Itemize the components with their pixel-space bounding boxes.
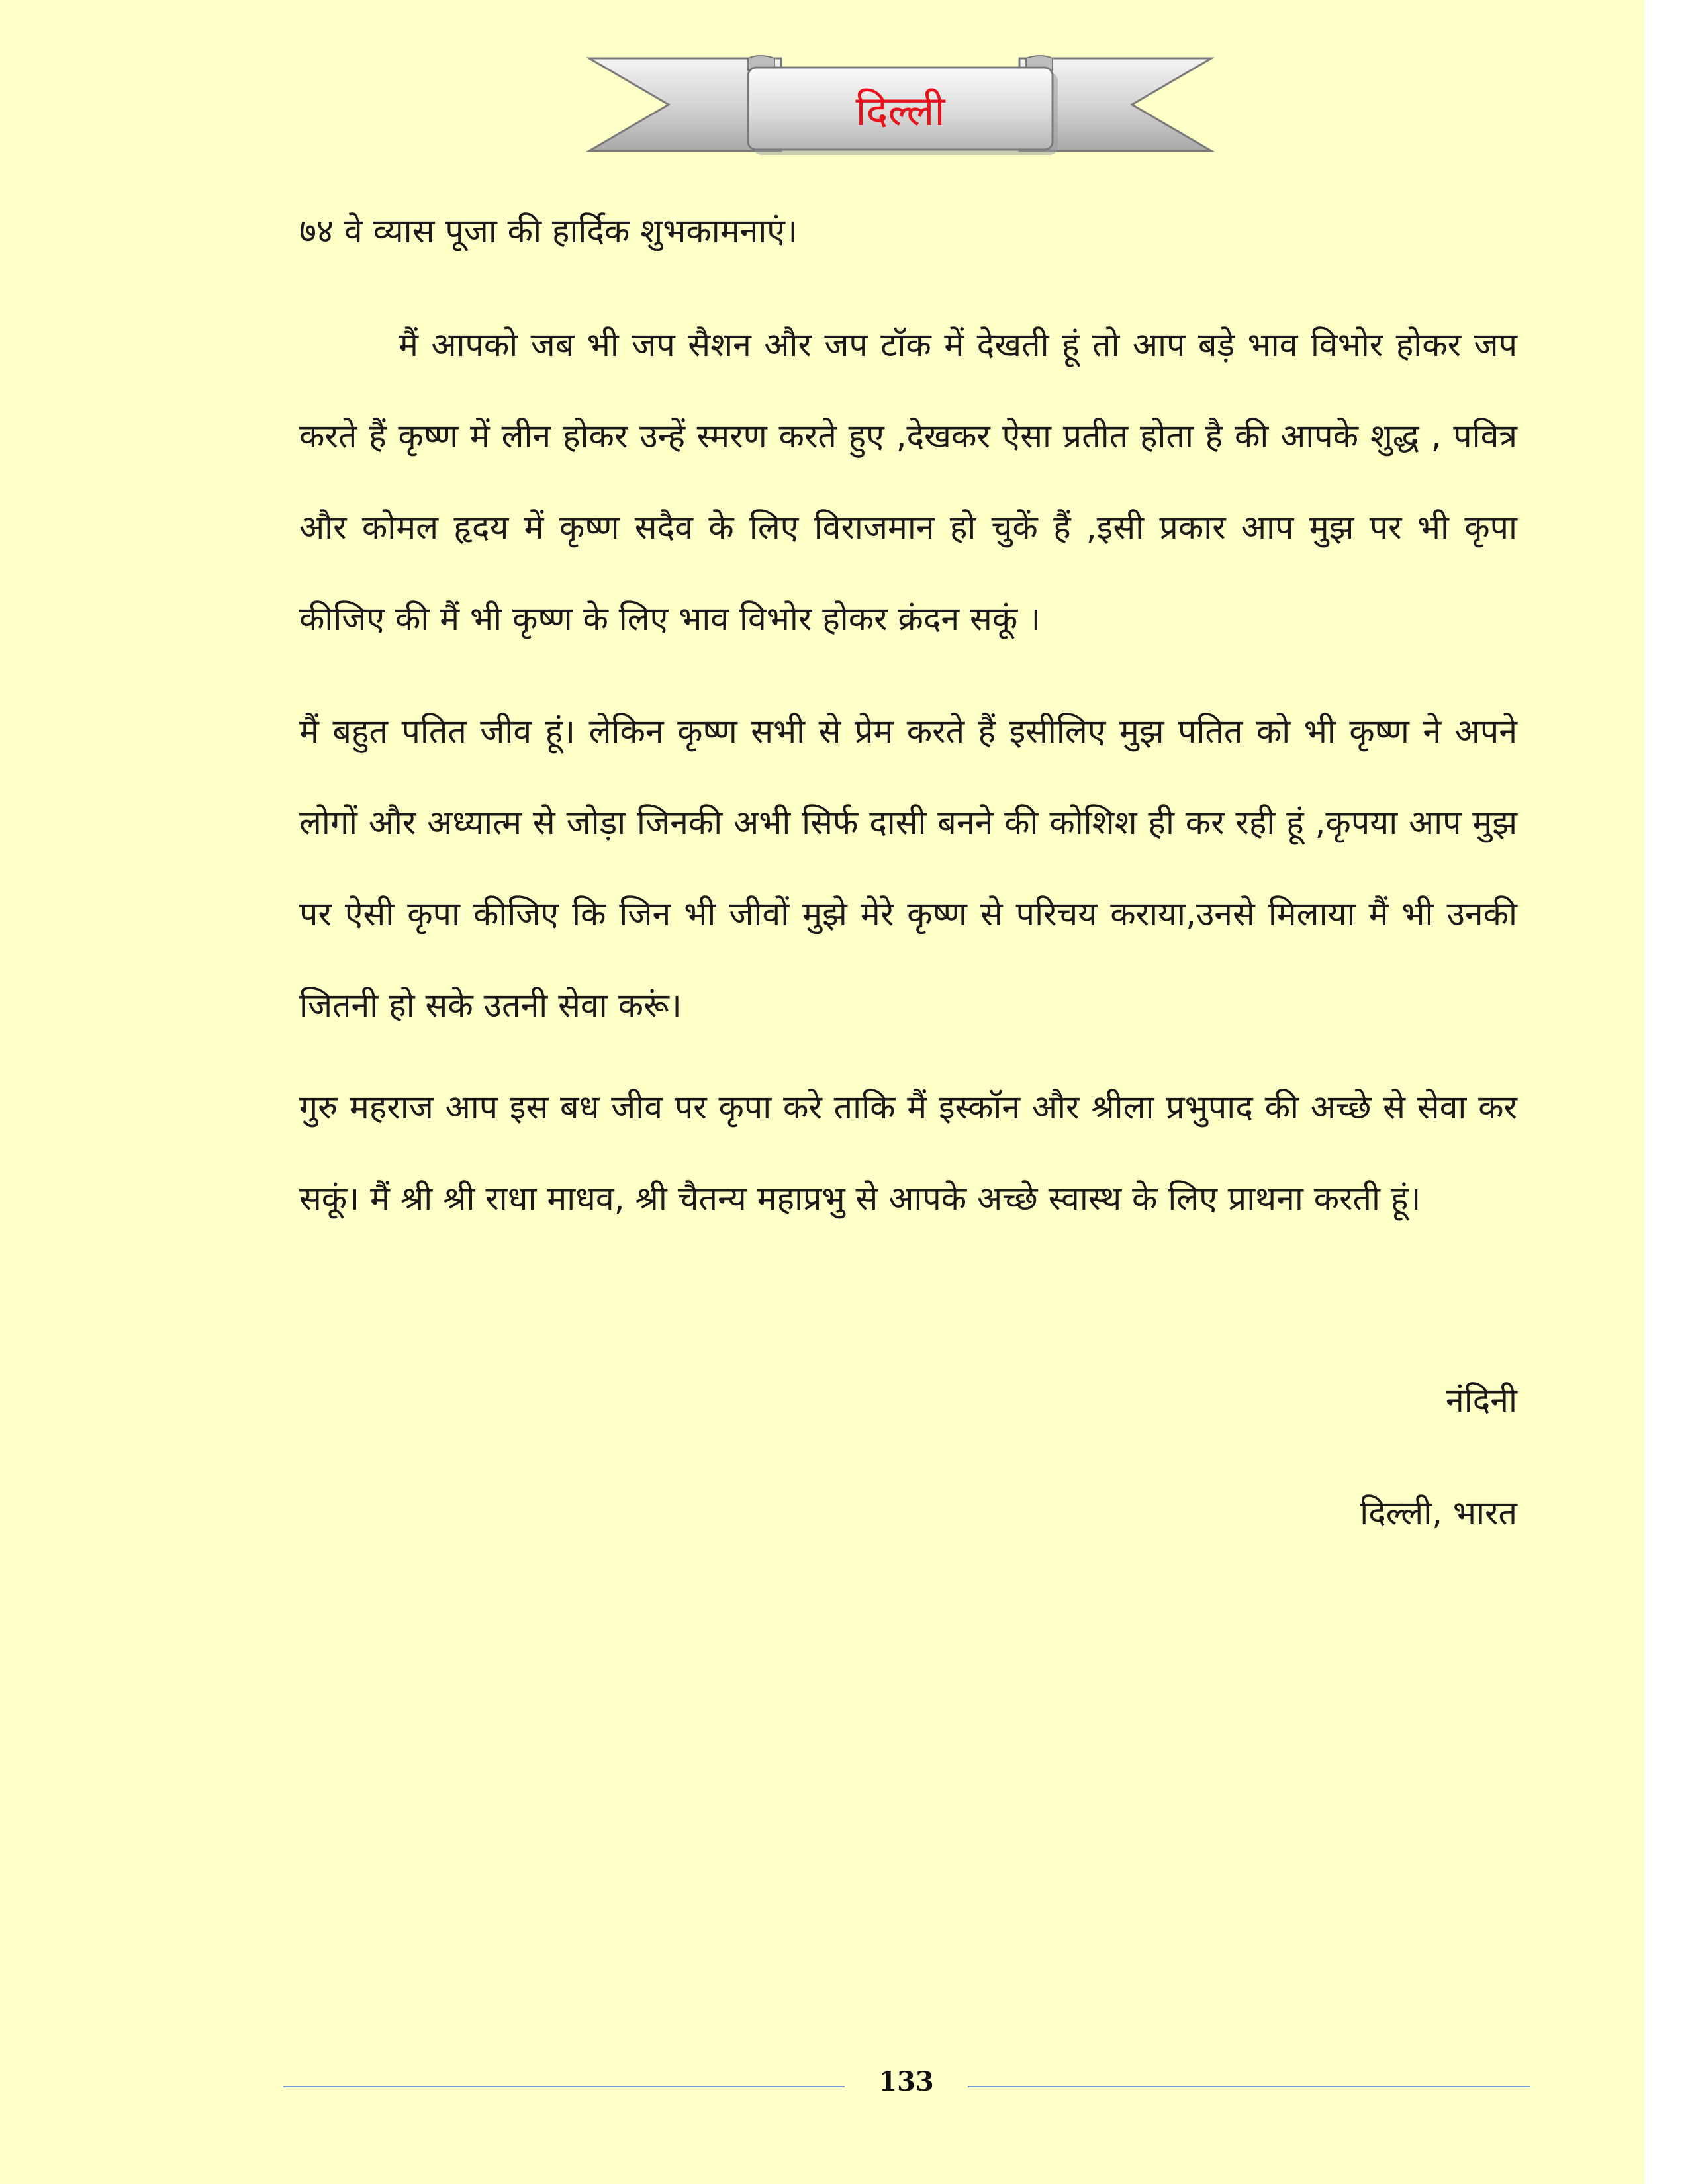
title-banner (583, 53, 1218, 179)
page-number: 133 (878, 2066, 934, 2097)
paragraph-2 (299, 686, 1517, 1051)
footer-rule-right (968, 2086, 1530, 2087)
intro-greeting: ७४ वे व्यास पूजा की हार्दिक शुभकामनाएं। (299, 212, 798, 250)
paragraph-3 (299, 1062, 1517, 1244)
banner-title: दिल्ली (855, 87, 945, 135)
paragraph-2-text: मैं बहुत पतित जीव हूं। लेकिन कृष्ण सभी से प्रेम करते हैं इसीलिए मुझ पतित को भी कृष्ण ने अपने लोगों और अध्यात्म से जोड़ा जिनकी अभी सिर्फ दासी बनने की कोशिश ही कर रही हूं ,कृपया आप मुझ पर ऐसी कृपा कीजिए कि जिन भी जीवों मुझे मेरे कृष्ण से परिचय कराया,उनसे मिलाया मैं भी उनकी जितनी हो सके उतनी सेवा करूं। (299, 712, 1517, 1024)
footer-rule-left (283, 2086, 845, 2087)
paragraph-1 (299, 299, 1517, 664)
paragraph-1-text: मैं आपको जब भी जप सैशन और जप टॉक में देखती हूं तो आप बड़े भाव विभोर होकर जप करते हैं कृष्ण में लीन होकर उन्हें स्मरण करते हुए ,देखकर ऐसा प्रतीत होता है की आपके शुद्ध , पवित्र और कोमल हृदय में कृष्ण सदैव के लिए विराजमान हो चुकें हैं ,इसी प्रकार आप मुझ पर भी कृपा कीजिए की मैं भी कृष्ण के लिए भाव विभोर होकर क्रंदन सकूं । (299, 326, 1517, 638)
signature-name: नंदिनी (1446, 1381, 1517, 1420)
paragraph-3-text: गुरु महराज आप इस बध जीव पर कृपा करे ताकि मैं इस्कॉन और श्रीला प्रभुपाद की अच्छे से सेवा कर सकूं। मैं श्री श्री राधा माधव, श्री चैतन्य महाप्रभु से आपके अच्छे स्वास्थ के लिए प्राथना करती हूं। (299, 1088, 1517, 1218)
signature-place: दिल्ली, भारत (1360, 1494, 1517, 1532)
